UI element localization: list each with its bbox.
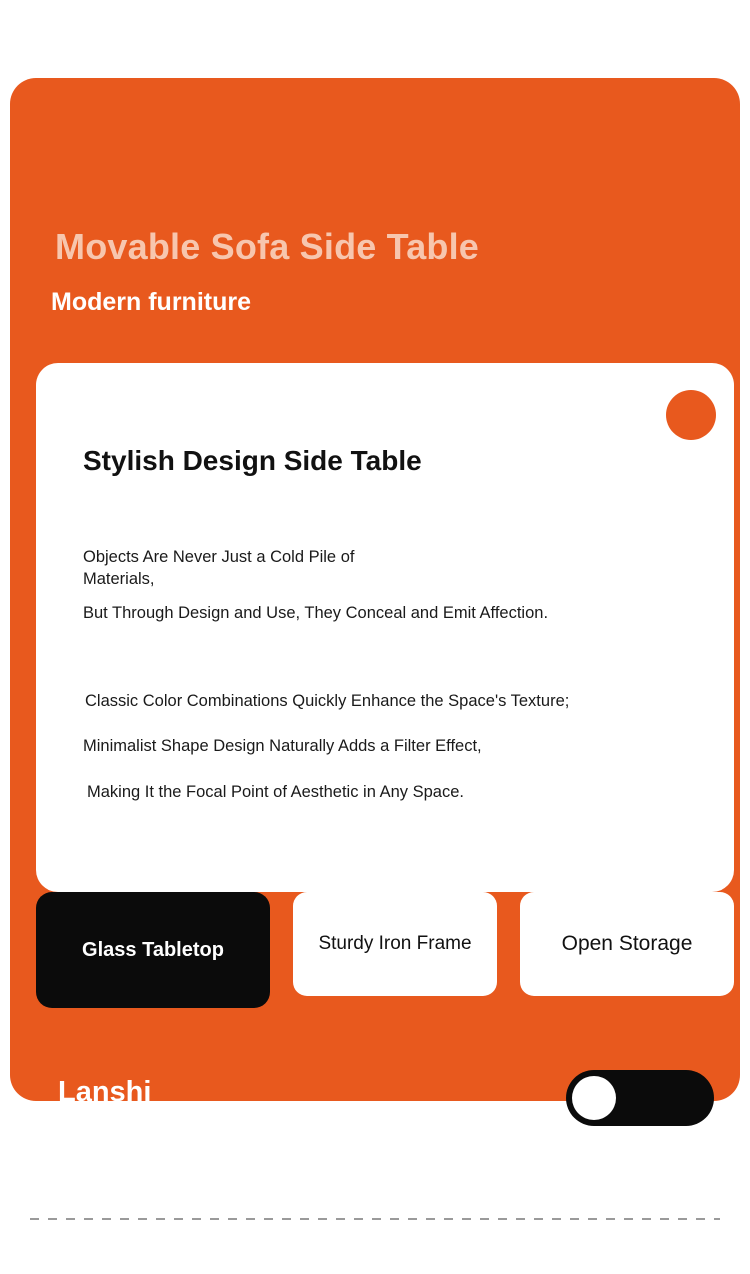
product-card: [10, 78, 740, 1108]
description-line-4: Minimalist Shape Design Naturally Adds a Filter Effect,: [83, 737, 482, 755]
description-line-5: Making It the Focal Point of Aesthetic in Any Space.: [87, 783, 464, 801]
feature-chip-sturdy-iron-frame[interactable]: Sturdy Iron Frame: [293, 892, 497, 996]
panel-title: Stylish Design Side Table: [83, 445, 422, 476]
page-subtitle: Modern furniture: [51, 288, 251, 316]
feature-chip-glass-tabletop[interactable]: Glass Tabletop: [36, 892, 270, 1008]
toggle-knob[interactable]: [572, 1076, 616, 1120]
feature-chip-open-storage[interactable]: Open Storage: [520, 892, 734, 996]
brand-label: Lanshi: [58, 1076, 152, 1108]
accent-dot-icon[interactable]: [666, 390, 716, 440]
page-title: Movable Sofa Side Table: [55, 226, 480, 267]
description-panel: [36, 363, 734, 892]
dashed-divider: [30, 1218, 720, 1220]
description-line-1: Objects Are Never Just a Cold Pile of Materials,: [83, 548, 355, 588]
feature-chip-group: [36, 892, 734, 1008]
description-line-2: But Through Design and Use, They Conceal and Emit Affection.: [83, 604, 549, 622]
description-line-3: Classic Color Combinations Quickly Enhance the Space's Texture;: [85, 692, 570, 710]
toggle-switch[interactable]: [566, 1070, 714, 1126]
